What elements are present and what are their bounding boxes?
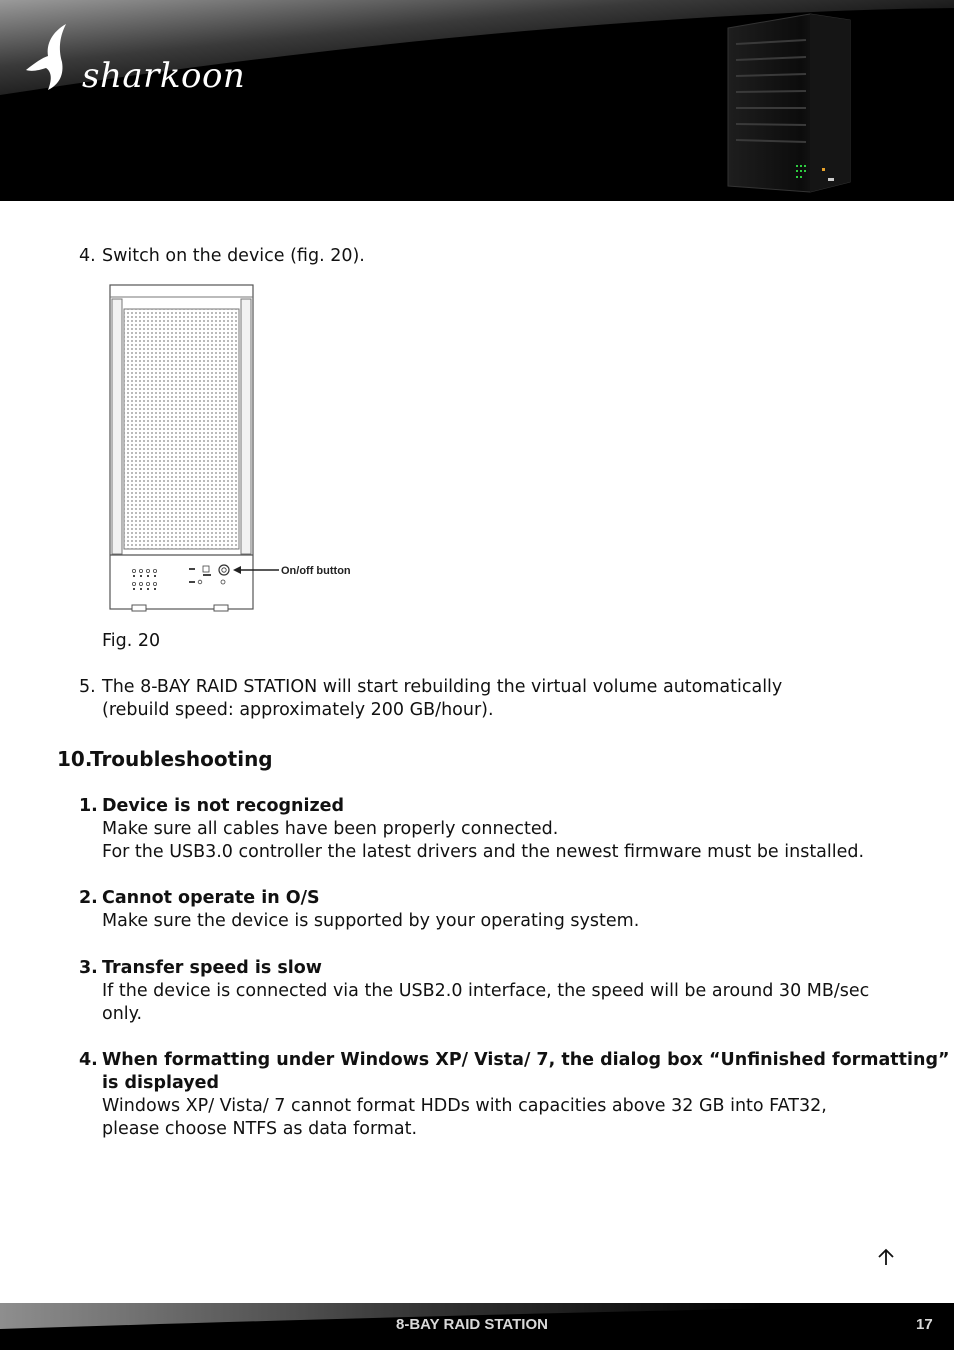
brand-logo bbox=[22, 18, 246, 102]
trouble-3-title: Transfer speed is slow bbox=[102, 958, 322, 978]
step-5-line-1: The 8-BAY RAID STATION will start rebuilding the virtual volume automatically bbox=[102, 677, 783, 697]
figure-caption: Fig. 20 bbox=[102, 631, 161, 651]
trouble-3-line-2: only. bbox=[102, 1004, 143, 1024]
step-5-line-2: (rebuild speed: approximately 200 GB/hour). bbox=[102, 700, 494, 720]
trouble-2-number: 2. bbox=[79, 888, 98, 908]
raid-station-photo bbox=[722, 10, 854, 195]
step-5-number: 5. bbox=[79, 677, 96, 697]
on-off-button-label: On/off button bbox=[281, 565, 351, 577]
brand-name: sharkoon bbox=[82, 56, 246, 96]
trouble-2-line-1: Make sure the device is supported by your operating system. bbox=[102, 911, 640, 931]
step-4-number: 4. bbox=[79, 246, 96, 266]
trouble-2-title: Cannot operate in O/S bbox=[102, 888, 320, 908]
trouble-1-title: Device is not recognized bbox=[102, 796, 345, 816]
trouble-1-line-2: For the USB3.0 controller the latest drivers and the newest firmware must be installed. bbox=[102, 842, 865, 862]
footer-product-name: 8-BAY RAID STATION bbox=[396, 1316, 548, 1333]
page-footer bbox=[0, 1303, 954, 1350]
trouble-4-line-2: please choose NTFS as data format. bbox=[102, 1119, 418, 1139]
shark-fin-icon bbox=[22, 18, 82, 98]
back-to-top-link[interactable] bbox=[876, 1246, 896, 1273]
trouble-1-line-1: Make sure all cables have been properly connected. bbox=[102, 819, 559, 839]
page-number: 17 bbox=[916, 1316, 933, 1333]
section-title: Troubleshooting bbox=[90, 747, 273, 771]
trouble-4-number: 4. bbox=[79, 1050, 98, 1070]
trouble-3-line-1: If the device is connected via the USB2.0 interface, the speed will be around 30 MB/sec bbox=[102, 981, 870, 1001]
section-number: 10. bbox=[57, 747, 93, 771]
trouble-3-number: 3. bbox=[79, 958, 98, 978]
page-header bbox=[0, 0, 954, 201]
step-4-text: Switch on the device (fig. 20). bbox=[102, 246, 365, 266]
arrow-up-icon bbox=[876, 1246, 896, 1268]
trouble-4-title-line-2: is displayed bbox=[102, 1073, 220, 1093]
trouble-4-title-line-1: When formatting under Windows XP/ Vista/ 7, the dialog box “Unfinished formatting” bbox=[102, 1050, 950, 1070]
trouble-1-number: 1. bbox=[79, 796, 98, 816]
trouble-4-line-1: Windows XP/ Vista/ 7 cannot format HDDs with capacities above 32 GB into FAT32, bbox=[102, 1096, 827, 1116]
figure-20-device-front bbox=[106, 283, 366, 615]
